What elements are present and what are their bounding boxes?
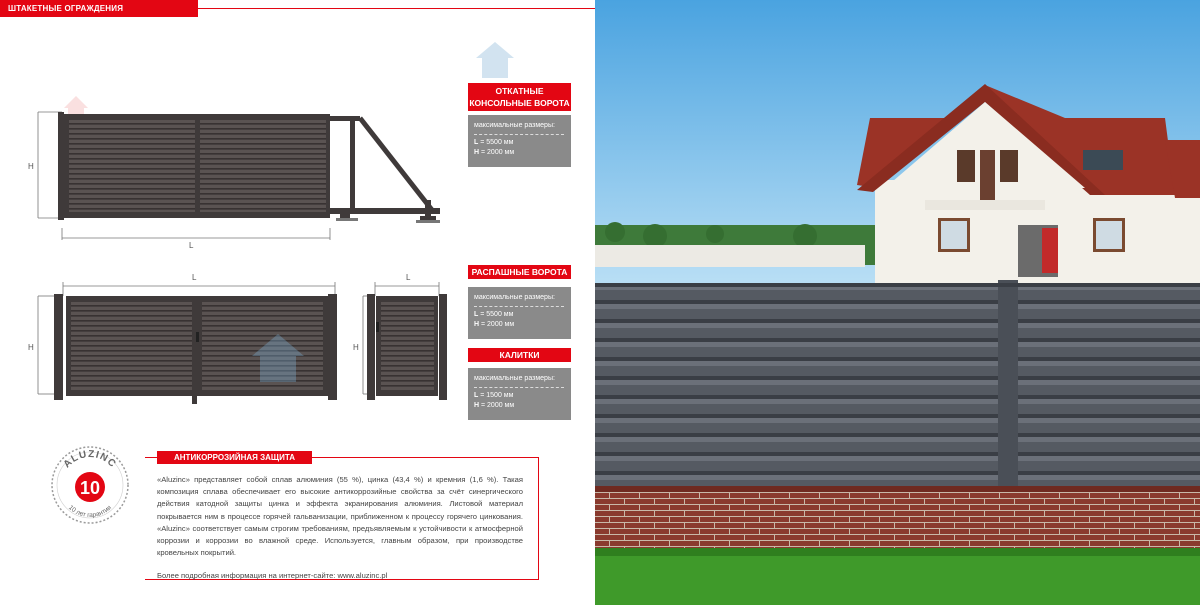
swing-length-label: L: [192, 273, 197, 282]
sizes-label: максимальные размеры:: [474, 294, 555, 301]
height-value: H = 2000 мм: [474, 402, 515, 409]
sliding-length-label: L: [189, 241, 194, 250]
sliding-height-label: H: [28, 162, 34, 171]
spec-card-wicket: [468, 348, 571, 420]
badge-number: 10: [79, 478, 101, 498]
anticorrosion-title: АНТИКОРРОЗИЙНАЯ ЗАЩИТА: [157, 451, 312, 464]
length-value: L = 5500 мм: [474, 311, 514, 318]
length-value: L = 1500 мм: [474, 392, 514, 399]
header-rule-left: [198, 8, 595, 9]
wicket-height-label: H: [353, 343, 359, 352]
card-title: КАЛИТКИ: [468, 348, 571, 362]
badge-caption: 10 лет гарантии: [67, 504, 113, 520]
aluzinc-website-link[interactable]: Более подробная информация на интернет-сайте: www.aluzinc.pl: [157, 571, 388, 580]
photo-illustration: [595, 0, 1200, 605]
wicket-diagram: [355, 282, 455, 407]
sizes-label: максимальные размеры:: [474, 122, 555, 129]
card-title: РАСПАШНЫЕ ВОРОТА: [468, 265, 571, 279]
swing-gate-diagram: [30, 282, 350, 407]
swing-height-label: H: [28, 343, 34, 352]
anticorrosion-body: «Aluzinc» представляет собой сплав алюминия (55 %), цинка (43,4 %) и кремния (1,6 %). Такая композиция сплава обеспечивает его высокие антикоррозийные свойства за счёт синергического действия катодной защиты цинка и эффекта экранирования алюминия. Листовой материал покрывается ним в процессе горячей гальванизации, приближенном к процессу горячего цинкования. «Aluzinc» соответствует самым строгим требованиям, предъявляемым к устойчивости к атмосферной коррозии и коррозии во влажной среде. Используется, главным образом, при производстве кровельных покрытий.: [157, 475, 523, 558]
wicket-length-label: L: [406, 273, 411, 282]
section-header-left: ШТАКЕТНЫЕ ОГРАЖДЕНИЯ: [0, 0, 198, 17]
sliding-gate-diagram: [20, 60, 460, 260]
house-fence-photo: [595, 0, 1200, 605]
sizes-label: максимальные размеры:: [474, 375, 555, 382]
spec-card-sliding: [468, 83, 571, 167]
card-title: ОТКАТНЫЕ: [495, 86, 544, 96]
length-value: L = 5500 мм: [474, 139, 514, 146]
height-value: H = 2000 мм: [474, 149, 515, 156]
aluzinc-warranty-badge: [50, 445, 130, 525]
badge-brand: ALUZINC: [61, 448, 119, 471]
house-watermark-icon: [474, 40, 516, 80]
card-title-line2: КОНСОЛЬНЫЕ ВОРОТА: [469, 98, 570, 108]
height-value: H = 2000 мм: [474, 321, 515, 328]
spec-card-swing: [468, 265, 571, 339]
